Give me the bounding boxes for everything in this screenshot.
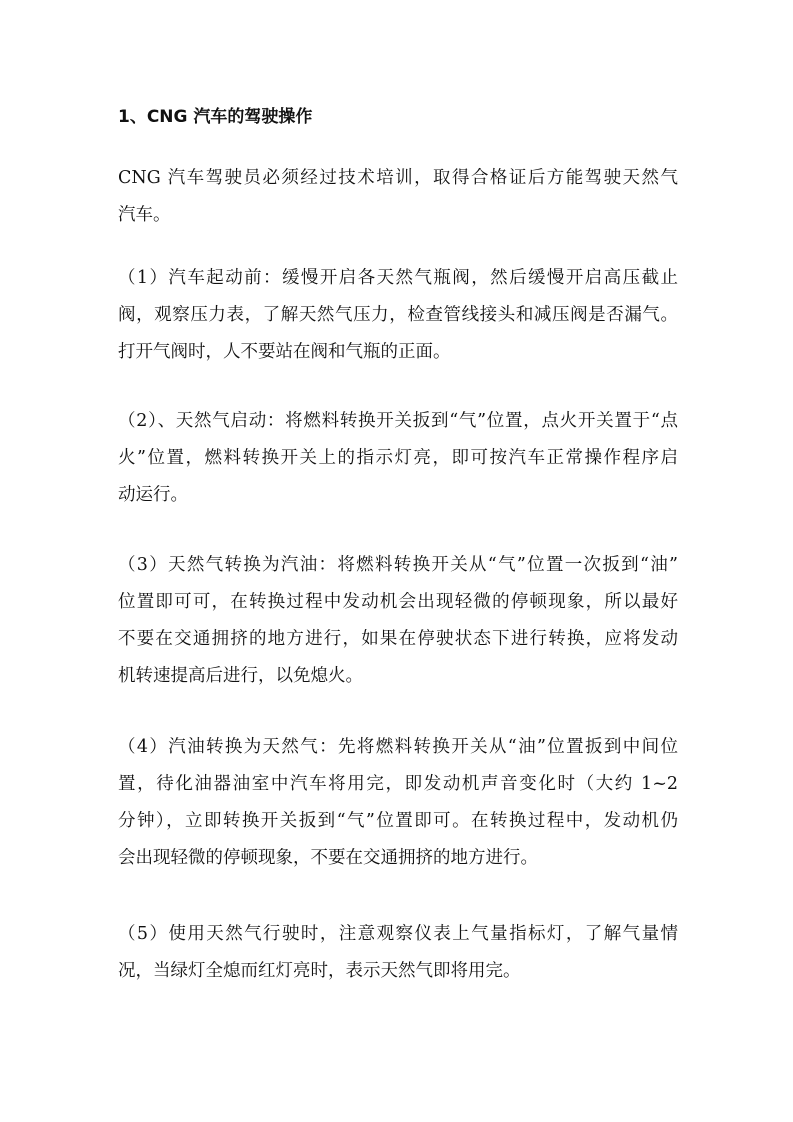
paragraph-line: 不要在交通拥挤的地方进行，如果在停驶状态下进行转换，应将发动 (118, 629, 678, 649)
paragraph-step-2 (118, 403, 678, 514)
paragraph-line: 置，待化油器油室中汽车将用完，即发动机声音变化时（大约 1~2 (118, 774, 678, 794)
paragraph-line: 机转速提高后进行，以免熄火。 (118, 666, 363, 686)
paragraph-line: （2）、天然气启动：将燃料转换开关扳到“气”位置，点火开关置于“点 (118, 411, 678, 431)
paragraph-line: 阀，观察压力表，了解天然气压力，检查管线接头和减压阀是否漏气。 (118, 305, 678, 325)
paragraph-line: （5）使用天然气行驶时，注意观察仪表上气量指标灯，了解气量情 (118, 924, 678, 944)
paragraph-line: 打开气阀时，人不要站在阀和气瓶的正面。 (118, 342, 451, 362)
paragraph-line: CNG 汽车驾驶员必须经过技术培训，取得合格证后方能驾驶天然气 (118, 168, 678, 188)
paragraph-step-1 (118, 260, 678, 371)
section-heading: 1、CNG 汽车的驾驶操作 (118, 107, 313, 127)
paragraph-step-4 (118, 729, 678, 877)
paragraph-line: 位置即可可，在转换过程中发动机会出现轻微的停顿现象，所以最好 (118, 592, 678, 612)
paragraph-line: 分钟），立即转换开关扳到“气”位置即可。在转换过程中，发动机仍 (118, 811, 678, 831)
paragraph-line: （3）天然气转换为汽油：将燃料转换开关从“气”位置一次扳到“油” (118, 555, 678, 575)
paragraph-line: （4）汽油转换为天然气：先将燃料转换开关从“油”位置扳到中间位 (118, 737, 678, 757)
paragraph-step-3 (118, 547, 678, 695)
paragraph-line: 汽车。 (118, 205, 171, 225)
paragraph-step-5 (118, 916, 678, 990)
paragraph-line: 动运行。 (118, 485, 188, 505)
paragraph-line: 会出现轻微的停顿现象，不要在交通拥挤的地方进行。 (118, 848, 538, 868)
paragraph-line: （1）汽车起动前：缓慢开启各天然气瓶阀，然后缓慢开启高压截止 (118, 268, 678, 288)
paragraph-line: 火”位置，燃料转换开关上的指示灯亮，即可按汽车正常操作程序启 (118, 448, 678, 468)
paragraph-line: 况，当绿灯全熄而红灯亮时，表示天然气即将用完。 (118, 961, 521, 981)
paragraph-intro (118, 160, 678, 234)
